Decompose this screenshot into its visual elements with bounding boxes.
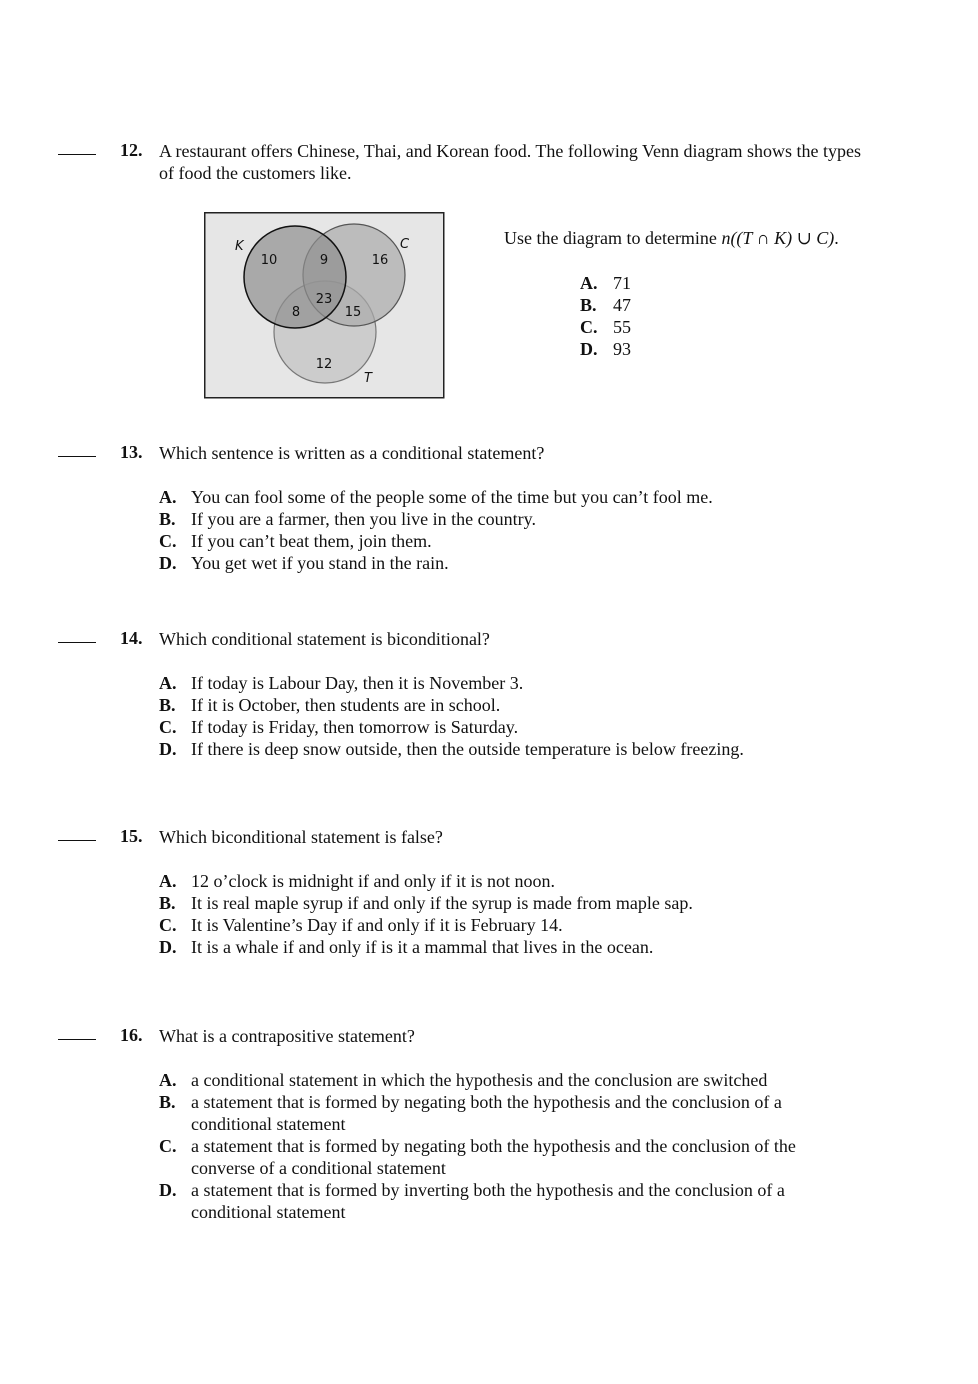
option-d[interactable]: D. a statement that is formed by inverting both the hypothesis and the conclusion of a conditional statement (159, 1180, 785, 1222)
question-number: 12. (120, 140, 143, 160)
option-b[interactable]: B. 47 (580, 295, 631, 315)
answer-blank[interactable] (58, 154, 96, 155)
option-a[interactable]: A. You can fool some of the people some of the time but you can’t fool me. (159, 487, 713, 507)
option-b[interactable]: B. It is real maple syrup if and only if the syrup is made from maple sap. (159, 893, 693, 913)
venn-label-t: T (364, 371, 372, 386)
question-number: 15. (120, 826, 143, 846)
option-d[interactable]: D. If there is deep snow outside, then the outside temperature is below freezing. (159, 739, 744, 759)
option-b[interactable]: B. a statement that is formed by negating both the hypothesis and the conclusion of a conditional statement (159, 1092, 782, 1134)
venn-region-c-only: 16 (371, 253, 389, 268)
option-d[interactable]: D. You get wet if you stand in the rain. (159, 553, 449, 573)
option-a[interactable]: A. If today is Labour Day, then it is November 3. (159, 673, 524, 693)
question-text: Which conditional statement is biconditional? (159, 629, 490, 649)
option-b[interactable]: B. If it is October, then students are in school. (159, 695, 501, 715)
option-c[interactable]: C. a statement that is formed by negating both the hypothesis and the conclusion of the converse of a conditional statement (159, 1136, 796, 1178)
set-expression: n((T ∩ K) ∪ C) (721, 228, 835, 248)
question-text: Which sentence is written as a conditional statement? (159, 443, 545, 463)
venn-region-t-only: 12 (315, 357, 333, 372)
question-text: Which biconditional statement is false? (159, 827, 443, 847)
venn-region-k-c: 9 (319, 253, 329, 268)
venn-diagram (204, 212, 445, 399)
option-d[interactable]: D. It is a whale if and only if is it a mammal that lives in the ocean. (159, 937, 654, 957)
option-a[interactable]: A. 12 o’clock is midnight if and only if it is not noon. (159, 871, 555, 891)
venn-region-k-only: 10 (260, 253, 278, 268)
option-a[interactable]: A. a conditional statement in which the hypothesis and the conclusion are switched (159, 1070, 768, 1090)
answer-blank[interactable] (58, 456, 96, 457)
answer-blank[interactable] (58, 1039, 96, 1040)
venn-region-k-t: 8 (291, 305, 301, 320)
option-a[interactable]: A. 71 (580, 273, 631, 293)
venn-region-c-t: 15 (344, 305, 362, 320)
option-c[interactable]: C. It is Valentine’s Day if and only if it is February 14. (159, 915, 563, 935)
answer-blank[interactable] (58, 840, 96, 841)
question-number: 16. (120, 1025, 143, 1045)
venn-label-k: K (235, 239, 244, 254)
question-text: A restaurant offers Chinese, Thai, and Korean food. The following Venn diagram shows the types of food the customers like. (159, 141, 862, 183)
option-b[interactable]: B. If you are a farmer, then you live in the country. (159, 509, 536, 529)
venn-label-c: C (400, 237, 410, 252)
option-c[interactable]: C. If today is Friday, then tomorrow is Saturday. (159, 717, 519, 737)
venn-region-all: 23 (315, 292, 333, 307)
option-d[interactable]: D. 93 (580, 339, 631, 359)
option-c[interactable]: C. If you can’t beat them, join them. (159, 531, 432, 551)
diagram-instruction: Use the diagram to determine n((T ∩ K) ∪ C). (504, 228, 839, 248)
option-c[interactable]: C. 55 (580, 317, 631, 337)
question-number: 13. (120, 442, 143, 462)
question-number: 14. (120, 628, 143, 648)
answer-blank[interactable] (58, 642, 96, 643)
question-text: What is a contrapositive statement? (159, 1026, 415, 1046)
